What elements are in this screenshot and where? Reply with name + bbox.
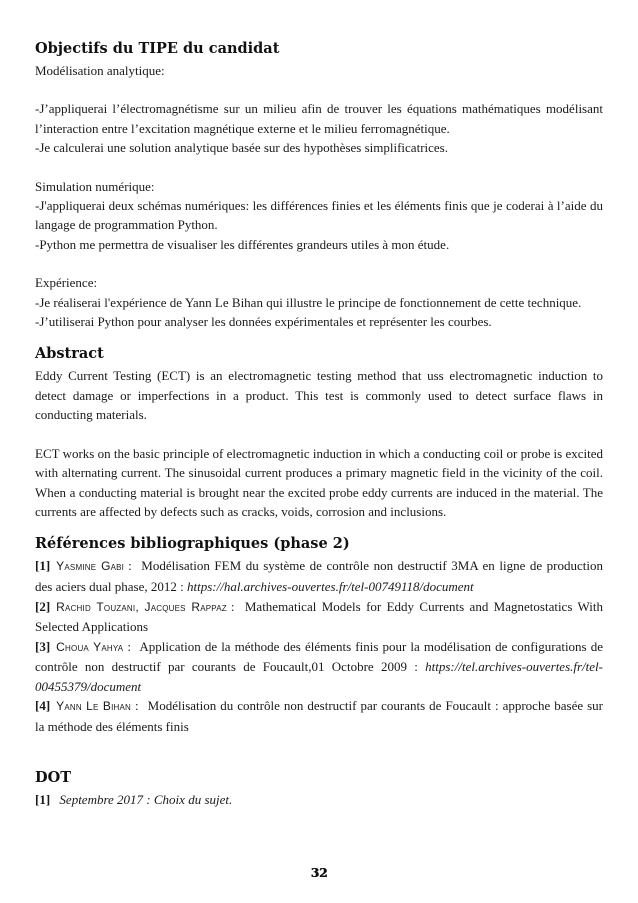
references-heading: Références bibliographiques (phase 2)	[35, 535, 350, 553]
reference-text: Application de la méthode des éléments finis pour la modélisation de configurations de contrôle non destructif par courants de Foucault,01 Octobre 2009 :	[35, 638, 603, 675]
reference-number: [2]	[35, 598, 51, 614]
abstract-section	[35, 345, 603, 521]
reference-text: Mathematical Models for Eddy Currents and Magnetostatics With Selected Applications	[35, 598, 603, 635]
abstract-heading: Abstract	[35, 345, 104, 363]
reference-authors: Choua Yahya	[56, 639, 124, 654]
experience-paragraph-1: -Je réaliserai l'expérience de Yann Le Bihan qui illustre le principe de fonctionnement de cette technique.	[35, 294, 582, 310]
reference-item: [1] Yasmine Gabi : Modélisation FEM du système de contrôle non destructif 3MA en ligne de production des aciers dual phase, 2012 : https://hal.archives-ouvertes.fr/tel-00749118/document	[35, 558, 604, 594]
objectifs-heading: Objectifs du TIPE du candidat	[35, 40, 280, 57]
reference-url[interactable]: https://tel.archives-ouvertes.fr/tel-00455379/document	[35, 659, 603, 694]
reference-text: Modélisation du contrôle non destructif par courants de Foucault : approche basée sur la méthode des éléments finis	[35, 698, 604, 735]
analytique-paragraph-2: -Je calculerai une solution analytique basée sur des hypothèses simplificatrices.	[35, 140, 448, 156]
references-section	[35, 535, 603, 736]
reference-item: [4] Yann Le Bihan : Modélisation du contrôle non destructif par courants de Foucault : approche basée sur la méthode des éléments finis	[35, 698, 604, 735]
objectifs-section	[35, 40, 603, 331]
analytique-paragraph-1: -J’appliquerai l’électromagnétisme sur un milieu afin de trouver les équations mathématiques modélisant l’interaction entre l’excitation magnétique externe et le milieu ferromagnétique.	[35, 101, 603, 136]
experience-title: Expérience:	[35, 275, 98, 291]
reference-url[interactable]: https://hal.archives-ouvertes.fr/tel-00749118/document	[186, 578, 474, 594]
dot-number: [1]	[35, 791, 51, 807]
analytique-title: Modélisation analytique:	[35, 63, 165, 78]
document-page	[35, 40, 603, 809]
simulation-paragraph-2: -Python me permettra de visualiser les différentes grandeurs utiles à mon étude.	[35, 236, 450, 252]
reference-item: [2] Rachid Touzani, Jacques Rappaz : Mathematical Models for Eddy Currents and Magnetostatics With Selected Applications	[35, 598, 603, 635]
dot-heading: DOT	[35, 768, 71, 786]
dot-item	[35, 790, 603, 810]
reference-authors: Yann Le Bihan	[56, 699, 131, 714]
dot-text: Septembre 2017 : Choix du sujet.	[59, 791, 233, 807]
reference-authors: Rachid Touzani, Jacques Rappaz	[56, 599, 227, 614]
reference-authors: Yasmine Gabi	[56, 559, 125, 574]
dot-section	[35, 769, 603, 810]
experience-paragraph-2: -J’utiliserai Python pour analyser les données expérimentales et représenter les courbes.	[35, 314, 492, 330]
simulation-title: Simulation numérique:	[35, 178, 155, 194]
simulation-paragraph-1: -J'appliquerai deux schémas numériques: les différences finies et les éléments finis que je coderai à l’aide du langage de programmation Python.	[35, 198, 603, 233]
abstract-paragraph-2: ECT works on the basic principle of electromagnetic induction in which a conducting coil or probe is excited with alternating current. The sinusoidal current produces a primary magnetic field in the vicinity of the coil. When a conducting material is brought near the excited probe eddy currents are induced in the material. The currents are affected by defects such as cracks, voids, corrosion and inclusions.	[35, 445, 603, 519]
reference-number: [4]	[35, 698, 51, 714]
reference-text: Modélisation FEM du système de contrôle non destructif 3MA en ligne de production des aciers dual phase, 2012 :	[35, 558, 604, 594]
page-number: 32	[310, 866, 328, 880]
abstract-paragraph-1: Eddy Current Testing (ECT) is an electromagnetic testing method that uss electromagnetic induction to detect damage or imperfections in a product. This test is commonly used to detect surface flaws in conducting materials.	[35, 368, 603, 423]
reference-item: [3] Choua Yahya : Application de la méthode des éléments finis pour la modélisation de configurations de contrôle non destructif par courants de Foucault,01 Octobre 2009 : https://tel.archives-ouvertes.fr/tel-00455379/document	[35, 638, 603, 694]
reference-number: [3]	[35, 638, 51, 654]
reference-number: [1]	[35, 558, 51, 574]
